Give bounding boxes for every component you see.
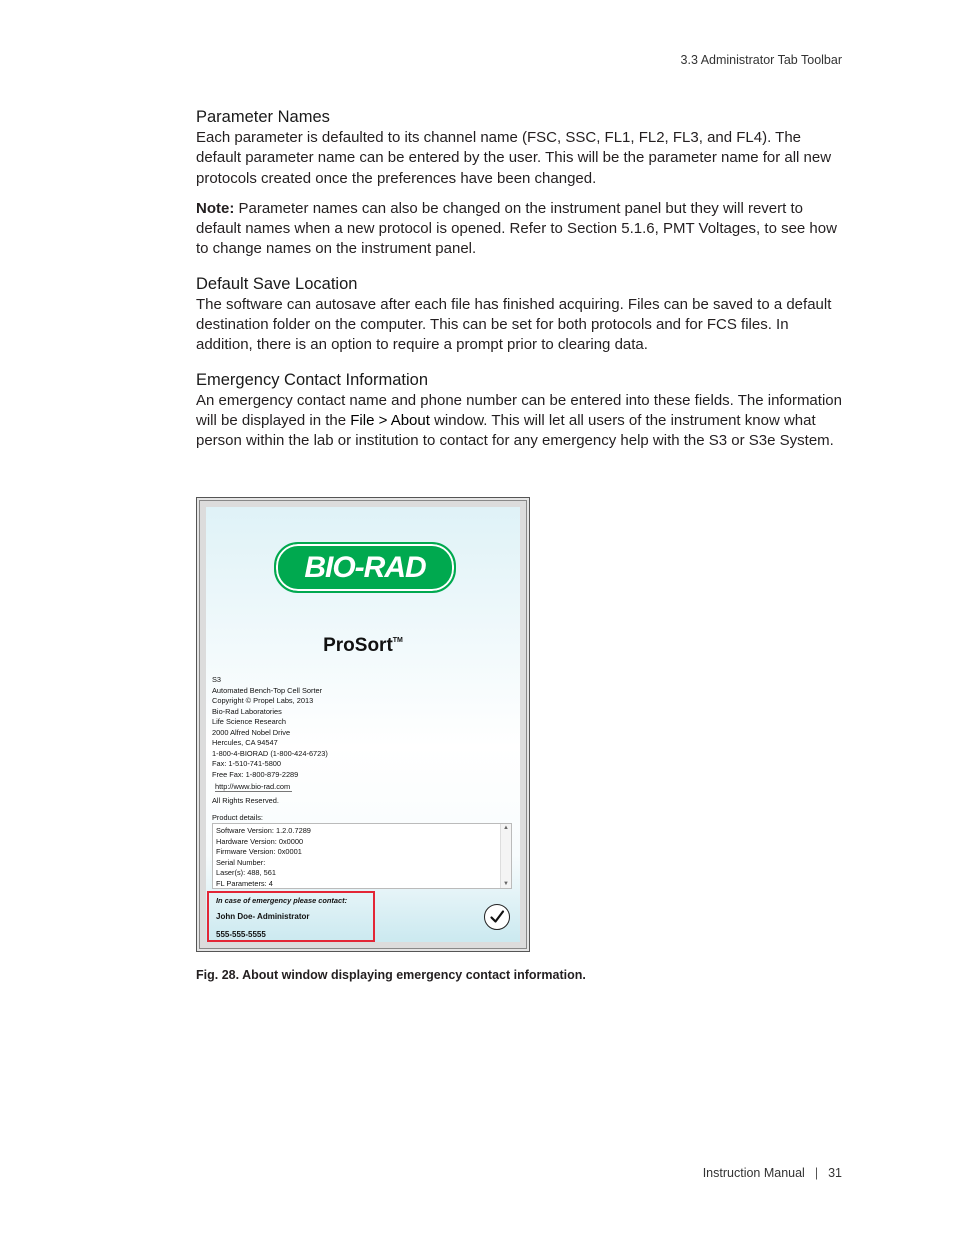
product-details-box[interactable] (212, 823, 512, 889)
note-paragraph (196, 199, 846, 260)
info-line: 2000 Alfred Nobel Drive (212, 727, 291, 737)
info-line: 1-800-4-BIORAD (1-800-424-6723) (212, 748, 328, 758)
emergency-contact-highlight (207, 891, 375, 942)
info-line: S3 (212, 675, 222, 684)
scroll-down-icon[interactable]: ▼ (503, 881, 509, 887)
section-default-save-location (196, 274, 846, 356)
note-text: Parameter names can also be changed on the instrument panel but they will revert to default names when a new protocol is opened. Refer to Section 5.1.6, PMT Voltages, to see how to change names on the instrument panel. (196, 199, 837, 258)
info-line: Life Science Research (212, 717, 286, 726)
details-scrollbar[interactable] (500, 824, 511, 888)
page-footer (703, 1166, 842, 1180)
footer-separator: | (814, 1166, 819, 1180)
paragraph: The software can autosave after each file has finished acquiring. Files can be saved to a default destination folder on the computer. This can be set for both protocols and for FCS files. In addition, there is an option to require a prompt prior to clearing data. (196, 295, 832, 354)
info-line: Automated Bench-Top Cell Sorter (212, 685, 323, 695)
window-frame (199, 500, 527, 949)
note-label: Note: (196, 199, 235, 217)
manual-title: Instruction Manual (702, 1166, 805, 1180)
section-heading: Default Save Location (196, 274, 358, 293)
section-heading: Emergency Contact Information (196, 370, 429, 389)
info-line: Hercules, CA 94547 (212, 738, 278, 747)
paragraph: Each parameter is defaulted to its channel name (FSC, SSC, FL1, FL2, FL3, and FL4). The default parameter name can be entered by the user. This will be the parameter name for all new protocols created once the preferences have been changed. (196, 129, 832, 187)
product-name (206, 635, 520, 657)
info-line: Bio-Rad Laboratories (212, 706, 282, 716)
menu-reference: File > About (350, 411, 430, 429)
website-link[interactable]: http://www.bio-rad.com (215, 782, 291, 791)
paragraph (196, 391, 846, 452)
logo-text: BIO-RAD (304, 550, 426, 584)
bio-rad-logo (274, 542, 456, 593)
detail-line: Hardware Version: 0x0000 (216, 836, 304, 846)
company-info (212, 675, 328, 780)
trademark: TM (392, 637, 403, 644)
checkmark-icon (489, 909, 505, 925)
emergency-phone: 555-555-5555 (216, 930, 266, 939)
detail-line: FL Parameters: 4 (216, 878, 273, 888)
info-line: Free Fax: 1-800-879-2289 (212, 769, 299, 779)
section-parameter-names (196, 107, 846, 260)
product-name-text: ProSort (323, 635, 393, 656)
about-window (206, 507, 520, 942)
section-emergency-contact (196, 370, 846, 452)
emergency-label: In case of emergency please contact: (216, 896, 348, 905)
paragraph-text: window. This will let all users of the instrument know what person within the lab or institution to contact for any emergency help with the S3 or S3e System. (196, 411, 834, 450)
page-number: 31 (828, 1166, 842, 1180)
product-details-label: Product details: (212, 813, 263, 822)
detail-line: Serial Number: (216, 857, 266, 867)
detail-line: Firmware Version: 0x0001 (216, 847, 302, 857)
info-line: Copyright © Propel Labs, 2013 (212, 696, 314, 705)
detail-line: Software Version: 1.2.0.7289 (216, 826, 311, 835)
running-head: 3.3 Administrator Tab Toolbar (680, 53, 842, 67)
ok-button[interactable] (484, 904, 510, 930)
emergency-name: John Doe- Administrator (216, 912, 310, 921)
scroll-up-icon[interactable]: ▲ (503, 825, 509, 831)
figure-caption: Fig. 28. About window displaying emergency contact information. (196, 968, 586, 982)
product-details-list (216, 826, 311, 889)
about-window-figure (196, 497, 530, 952)
info-line: Fax: 1-510-741-5800 (212, 759, 282, 768)
rights-text: All Rights Reserved. (212, 796, 279, 805)
page-content (196, 107, 846, 466)
section-heading: Parameter Names (196, 108, 330, 126)
paragraph-text: An emergency contact name and phone number can be entered into these fields. The information will be displayed in the (196, 391, 842, 429)
detail-line: Laser(s): 488, 561 (216, 868, 276, 878)
